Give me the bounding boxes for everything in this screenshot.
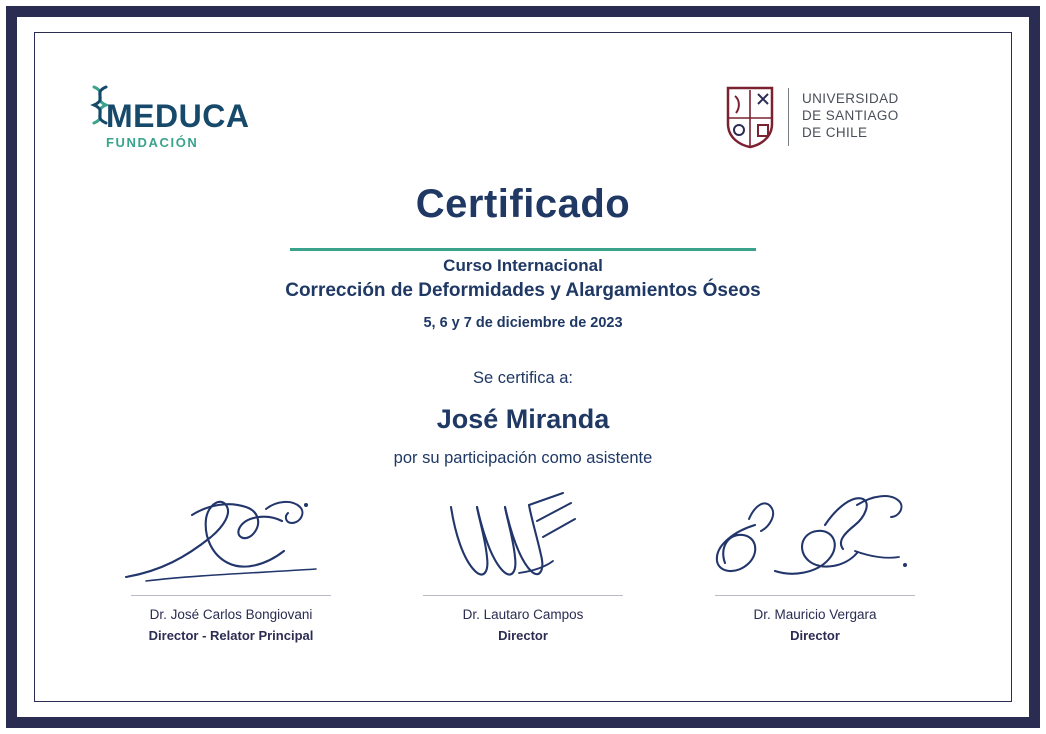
- usach-line-3: DE CHILE: [802, 125, 868, 140]
- signature-rule-3: [715, 595, 915, 596]
- signature-row: [86, 480, 960, 645]
- meduca-wordmark: MEDUCA: [106, 98, 250, 134]
- signatory-role-3: Director: [790, 628, 840, 643]
- usach-wordmark: [802, 90, 899, 141]
- course-dates: 5, 6 y 7 de diciembre de 2023: [423, 315, 623, 331]
- course-name: Corrección de Deformidades y Alargamientos Óseos: [285, 280, 761, 301]
- signature-rule-2: [423, 595, 623, 596]
- handwritten-signature-icon: [670, 480, 960, 595]
- usach-line-2: DE SANTIAGO: [802, 108, 899, 123]
- signatory-role-1: Director - Relator Principal: [148, 628, 314, 643]
- university-shield-icon: [722, 84, 778, 150]
- title-underline-rule: [290, 248, 756, 251]
- usach-line-1: UNIVERSIDAD: [802, 91, 899, 106]
- title-block: [34, 182, 1012, 251]
- recipient-block: [34, 366, 1012, 470]
- signatory-name-1: Dr. José Carlos Bongiovani: [149, 607, 313, 622]
- course-block: [34, 254, 1012, 333]
- signatory-role-2: Director: [498, 628, 548, 643]
- course-subtitle: Curso Internacional: [443, 256, 603, 275]
- certificate-content: [34, 32, 1012, 702]
- recipient-intro: Se certifica a:: [473, 369, 573, 387]
- usach-logo: [722, 82, 972, 156]
- handwritten-signature-icon: [86, 480, 376, 595]
- usach-logo-divider: [788, 88, 789, 146]
- signature-rule-1: [131, 595, 331, 596]
- signatory-name-2: Dr. Lautaro Campos: [462, 607, 584, 622]
- handwritten-signature-icon: [378, 480, 668, 595]
- meduca-logo: [86, 84, 286, 164]
- signature-block-3: [670, 480, 960, 645]
- page-title: Certificado: [415, 182, 631, 226]
- signature-block-1: [86, 480, 376, 645]
- recipient-role: por su participación como asistente: [393, 449, 653, 467]
- signature-block-2: [378, 480, 668, 645]
- recipient-name: José Miranda: [436, 404, 610, 434]
- signatory-name-3: Dr. Mauricio Vergara: [753, 607, 877, 622]
- meduca-subtitle: FUNDACIÓN: [106, 135, 199, 150]
